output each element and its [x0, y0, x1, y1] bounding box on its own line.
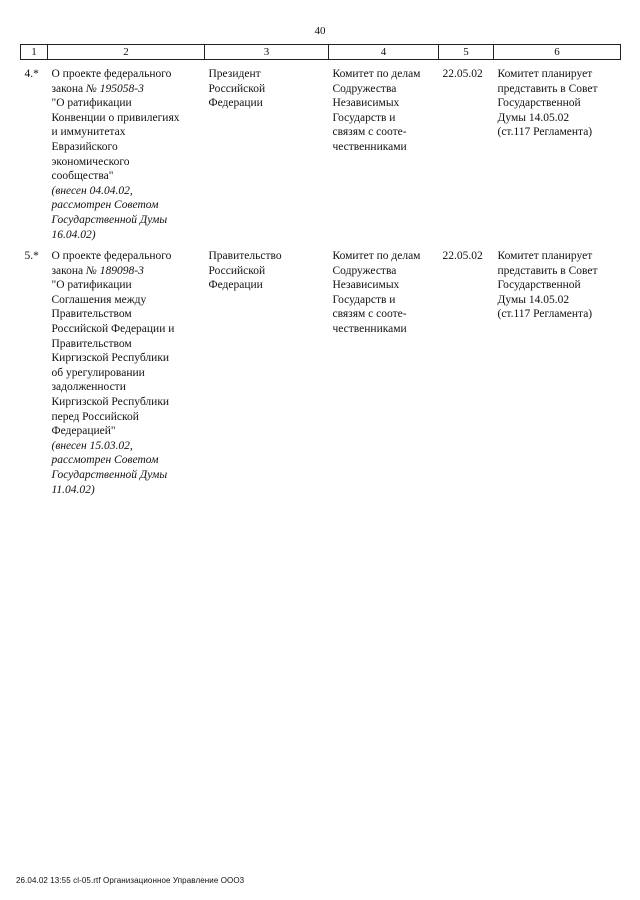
plan-line: (ст.117 Регламента) [497, 126, 593, 139]
plan-line: Комитет планирует [497, 68, 593, 80]
page-number: 40 [314, 25, 326, 37]
bill-number: № 195058-3 [86, 82, 144, 95]
bill-note-line: 11.04.02) [51, 483, 95, 496]
column-header: 2 [48, 45, 205, 60]
plan-line: Государственной [497, 279, 581, 292]
bill-name-line: экономического [51, 155, 130, 168]
table-row [21, 243, 621, 497]
committee-line: Комитет по делам [332, 68, 421, 80]
bill-title-line [52, 264, 203, 279]
footer-info: 26.04.02 13:55 cl-05.rtf Организационное Управление ООО3 [16, 876, 245, 885]
bill-name-line: "О ратификации [51, 97, 132, 110]
committee-line: чественниками [332, 140, 407, 153]
committee-line: Независимых [332, 279, 400, 292]
table-header-row [21, 45, 621, 60]
committee [329, 243, 439, 497]
bill-note-line: Государственной Думы [51, 468, 168, 481]
item-number: 4.* [24, 68, 39, 80]
initiator-line: Федерации [208, 97, 263, 110]
table-row [21, 60, 621, 244]
initiator-line: Правительство [208, 250, 282, 262]
initiator-line: Федерации [208, 279, 263, 292]
bill-name-line: Евразийского [51, 140, 118, 153]
bill-description [48, 60, 205, 244]
committee-line: Комитет по делам [332, 250, 421, 262]
committee-plan [494, 243, 621, 497]
plan-line: Комитет планирует [497, 250, 593, 262]
bill-note-line: рассмотрен Советом [51, 454, 159, 467]
plan-line: представить в Совет [497, 82, 598, 95]
bill-name-line: сообщества" [51, 170, 114, 183]
bill-name-line: об урегулировании [51, 366, 145, 379]
bill-name-line: задолженности [51, 381, 126, 394]
committee-line: Независимых [332, 97, 400, 110]
column-header: 6 [494, 45, 621, 60]
bill-name-line: перед Российской [51, 410, 139, 423]
bill-note-line: Государственной Думы [51, 213, 168, 226]
initiator-line: Российской [208, 264, 266, 277]
bill-title-line: О проекте федерального [51, 250, 172, 262]
review-date: 22.05.02 [442, 68, 483, 80]
column-header: 4 [329, 45, 439, 60]
committee-line: Содружества [332, 264, 397, 277]
committee-line: чественниками [332, 322, 407, 335]
committee-line: Государств и [332, 111, 396, 124]
bill-name-line: Киргизской Республики [51, 352, 170, 365]
bill-name-line: Соглашения между [51, 293, 147, 306]
agenda-table [20, 44, 621, 497]
bill-description [48, 243, 205, 497]
plan-line: Думы 14.05.02 [497, 293, 570, 306]
bill-note-line: (внесен 15.03.02, [51, 439, 133, 452]
bill-note-line: (внесен 04.04.02, [51, 184, 133, 197]
bill-name-line: Киргизской Республики [51, 395, 170, 408]
bill-name-line: Правительством [51, 308, 132, 321]
plan-line: Государственной [497, 97, 581, 110]
plan-line: (ст.117 Регламента) [497, 308, 593, 321]
committee [329, 60, 439, 244]
bill-name-line: Правительством [51, 337, 132, 350]
bill-title-text: закона [51, 264, 87, 277]
column-header: 3 [205, 45, 329, 60]
column-header: 1 [21, 45, 48, 60]
bill-name-line: Федерацией" [51, 425, 116, 438]
bill-number: № 189098-3 [86, 264, 144, 277]
initiator [205, 243, 329, 497]
plan-line: представить в Совет [497, 264, 598, 277]
committee-line: связям с соотe- [332, 308, 407, 321]
bill-name-line: и иммунитетах [51, 126, 126, 139]
bill-name-line: Конвенции о привилегиях [51, 111, 180, 124]
committee-line: Государств и [332, 293, 396, 306]
bill-name-line: "О ратификации [51, 279, 132, 292]
committee-line: связям с соотe- [332, 126, 407, 139]
bill-note-line: рассмотрен Советом [51, 199, 159, 212]
bill-title-line: О проекте федерального [51, 68, 172, 80]
initiator-line: Президент [208, 68, 261, 80]
initiator-line: Российской [208, 82, 266, 95]
committee-plan [494, 60, 621, 244]
review-date: 22.05.02 [442, 250, 483, 262]
item-number: 5.* [24, 250, 39, 262]
bill-title-line [52, 82, 203, 97]
bill-title-text: закона [51, 82, 87, 95]
bill-name-line: Российской Федерации и [51, 322, 175, 335]
column-header: 5 [439, 45, 494, 60]
bill-note-line: 16.04.02) [51, 228, 96, 241]
plan-line: Думы 14.05.02 [497, 111, 570, 124]
initiator [205, 60, 329, 244]
committee-line: Содружества [332, 82, 397, 95]
